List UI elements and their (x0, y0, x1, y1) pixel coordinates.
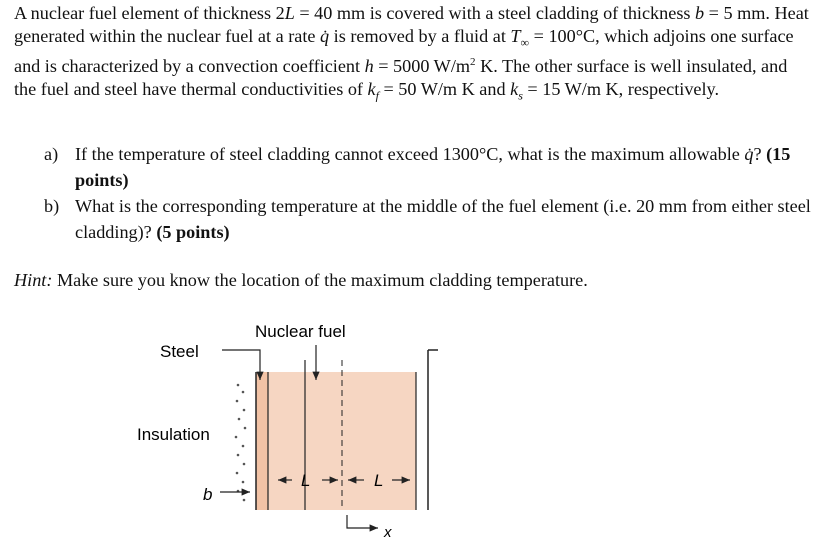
label-L-left: L (301, 471, 311, 490)
problem-statement: A nuclear fuel element of thickness 2L = 40 mm is covered with a steel cladding of thickness b = 5 mm. Heat generated within the nuclear fuel at a rate q̇ is removed by a fluid at $T_\infty = 100^\circ C$, which adjoins one surface and is characterized by a convection coefficient h = 5000 $W/m^2$ K. The other surface is well insulated, and the fuel and steel have thermal conductivities of $k_f = 50$ W/m K and $k_s = 15$ W/m K, respectively. (14, 3, 809, 103)
label-nuclear-fuel: Nuclear fuel (255, 322, 346, 341)
question-text: If the temperature of steel cladding cannot exceed 1300°C, what is the maximum allowable q̇? (15 points) (75, 144, 791, 190)
label-L-right: L (374, 471, 384, 490)
hint: Hint: Make sure you know the location of the maximum cladding temperature. (14, 270, 588, 290)
insulation-dots (235, 384, 247, 502)
label-b: b (203, 485, 213, 504)
label-x: x (384, 524, 392, 541)
question-marker: b) (44, 196, 60, 216)
question-text: What is the corresponding temperature at the middle of the fuel element (i.e. 20 mm from either steel cladding)? (5 points) (75, 196, 811, 242)
label-steel: Steel (160, 342, 199, 361)
question-marker: a) (44, 144, 59, 164)
label-insulation: Insulation (137, 425, 210, 444)
steel-cladding (256, 372, 268, 510)
